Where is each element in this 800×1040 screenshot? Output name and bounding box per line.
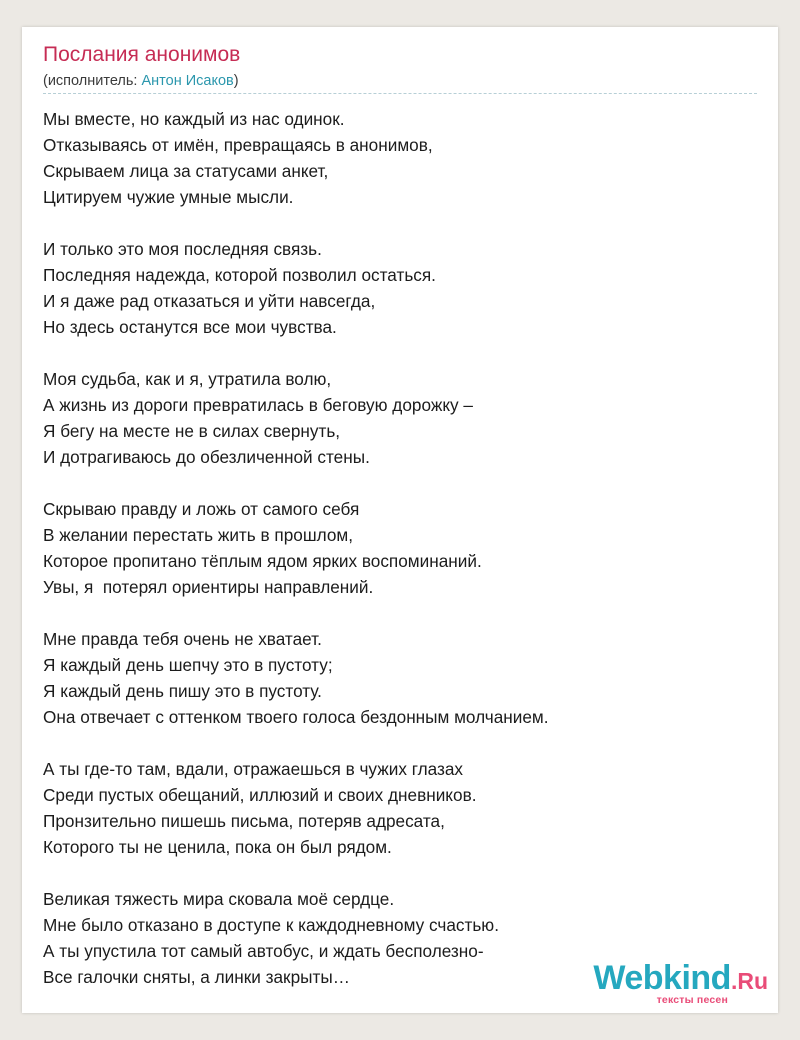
lyric-line: Скрываю правду и ложь от самого себя bbox=[43, 499, 360, 519]
artist-link[interactable]: Антон Исаков bbox=[141, 73, 234, 89]
lyric-line: Мы вместе, но каждый из нас одинок. bbox=[43, 109, 345, 129]
logo-main-text: Webkind bbox=[593, 959, 731, 997]
lyric-line: Все галочки сняты, а линки закрыты… bbox=[43, 967, 350, 987]
lyrics-card bbox=[22, 27, 778, 1013]
lyric-line: Отказываясь от имён, превращаясь в анонимов, bbox=[43, 135, 433, 155]
lyrics-stanza bbox=[43, 756, 549, 860]
lyric-line: Мне было отказано в доступе к каждодневному счастью. bbox=[43, 915, 499, 935]
lyric-line: Но здесь останутся все мои чувства. bbox=[43, 317, 337, 337]
lyric-line: Последняя надежда, которой позволил остаться. bbox=[43, 265, 436, 285]
lyrics-stanza bbox=[43, 626, 549, 730]
lyric-line: В желании перестать жить в прошлом, bbox=[43, 525, 354, 545]
title-divider bbox=[43, 93, 757, 94]
logo-tagline: тексты песен bbox=[656, 994, 728, 1006]
lyrics-stanza bbox=[43, 236, 549, 340]
artist-suffix: ) bbox=[233, 73, 239, 89]
lyrics-stanza bbox=[43, 366, 549, 470]
lyric-line: Я бегу на месте не в силах свернуть, bbox=[43, 421, 341, 441]
site-logo[interactable] bbox=[568, 961, 768, 1009]
lyric-line: Скрываем лица за статусами анкет, bbox=[43, 161, 329, 181]
lyric-line: Которое пропитано тёплым ядом ярких воспоминаний. bbox=[43, 551, 482, 571]
lyric-line: А ты упустила тот самый автобус, и ждать бесполезно- bbox=[43, 941, 484, 961]
lyric-line: Она отвечает с оттенком твоего голоса бездонным молчанием. bbox=[43, 707, 549, 727]
artist-prefix: (исполнитель: bbox=[43, 73, 142, 89]
lyric-line: И только это моя последняя связь. bbox=[43, 239, 322, 259]
lyric-line: Которого ты не ценила, пока он был рядом. bbox=[43, 837, 392, 857]
lyrics-stanza bbox=[43, 106, 549, 210]
lyric-line: Среди пустых обещаний, иллюзий и своих дневников. bbox=[43, 785, 477, 805]
song-title: Послания анонимов bbox=[43, 43, 241, 66]
lyrics-stanza bbox=[43, 886, 549, 990]
logo-wordmark bbox=[593, 961, 768, 998]
lyric-line: Увы, я потерял ориентиры направлений. bbox=[43, 577, 374, 597]
lyrics-text bbox=[43, 106, 549, 1013]
lyric-line: А жизнь из дороги превратилась в беговую дорожку – bbox=[43, 395, 473, 415]
lyric-line: Я каждый день шепчу это в пустоту; bbox=[43, 655, 333, 675]
lyric-line: А ты где-то там, вдали, отражаешься в чужих глазах bbox=[43, 759, 464, 779]
lyric-line: Цитируем чужие умные мысли. bbox=[43, 187, 294, 207]
lyric-line: Мне правда тебя очень не хватает. bbox=[43, 629, 322, 649]
lyric-line: И дотрагиваюсь до обезличенной стены. bbox=[43, 447, 370, 467]
lyric-line: Пронзительно пишешь письма, потеряв адресата, bbox=[43, 811, 445, 831]
lyric-line: Я каждый день пишу это в пустоту. bbox=[43, 681, 322, 701]
lyric-line: И я даже рад отказаться и уйти навсегда, bbox=[43, 291, 376, 311]
logo-domain-suffix: .Ru bbox=[730, 968, 768, 994]
lyrics-stanza bbox=[43, 496, 549, 600]
lyric-line: Моя судьба, как и я, утратила волю, bbox=[43, 369, 332, 389]
lyric-line: Великая тяжесть мира сковала моё сердце. bbox=[43, 889, 395, 909]
artist-line bbox=[43, 72, 239, 90]
